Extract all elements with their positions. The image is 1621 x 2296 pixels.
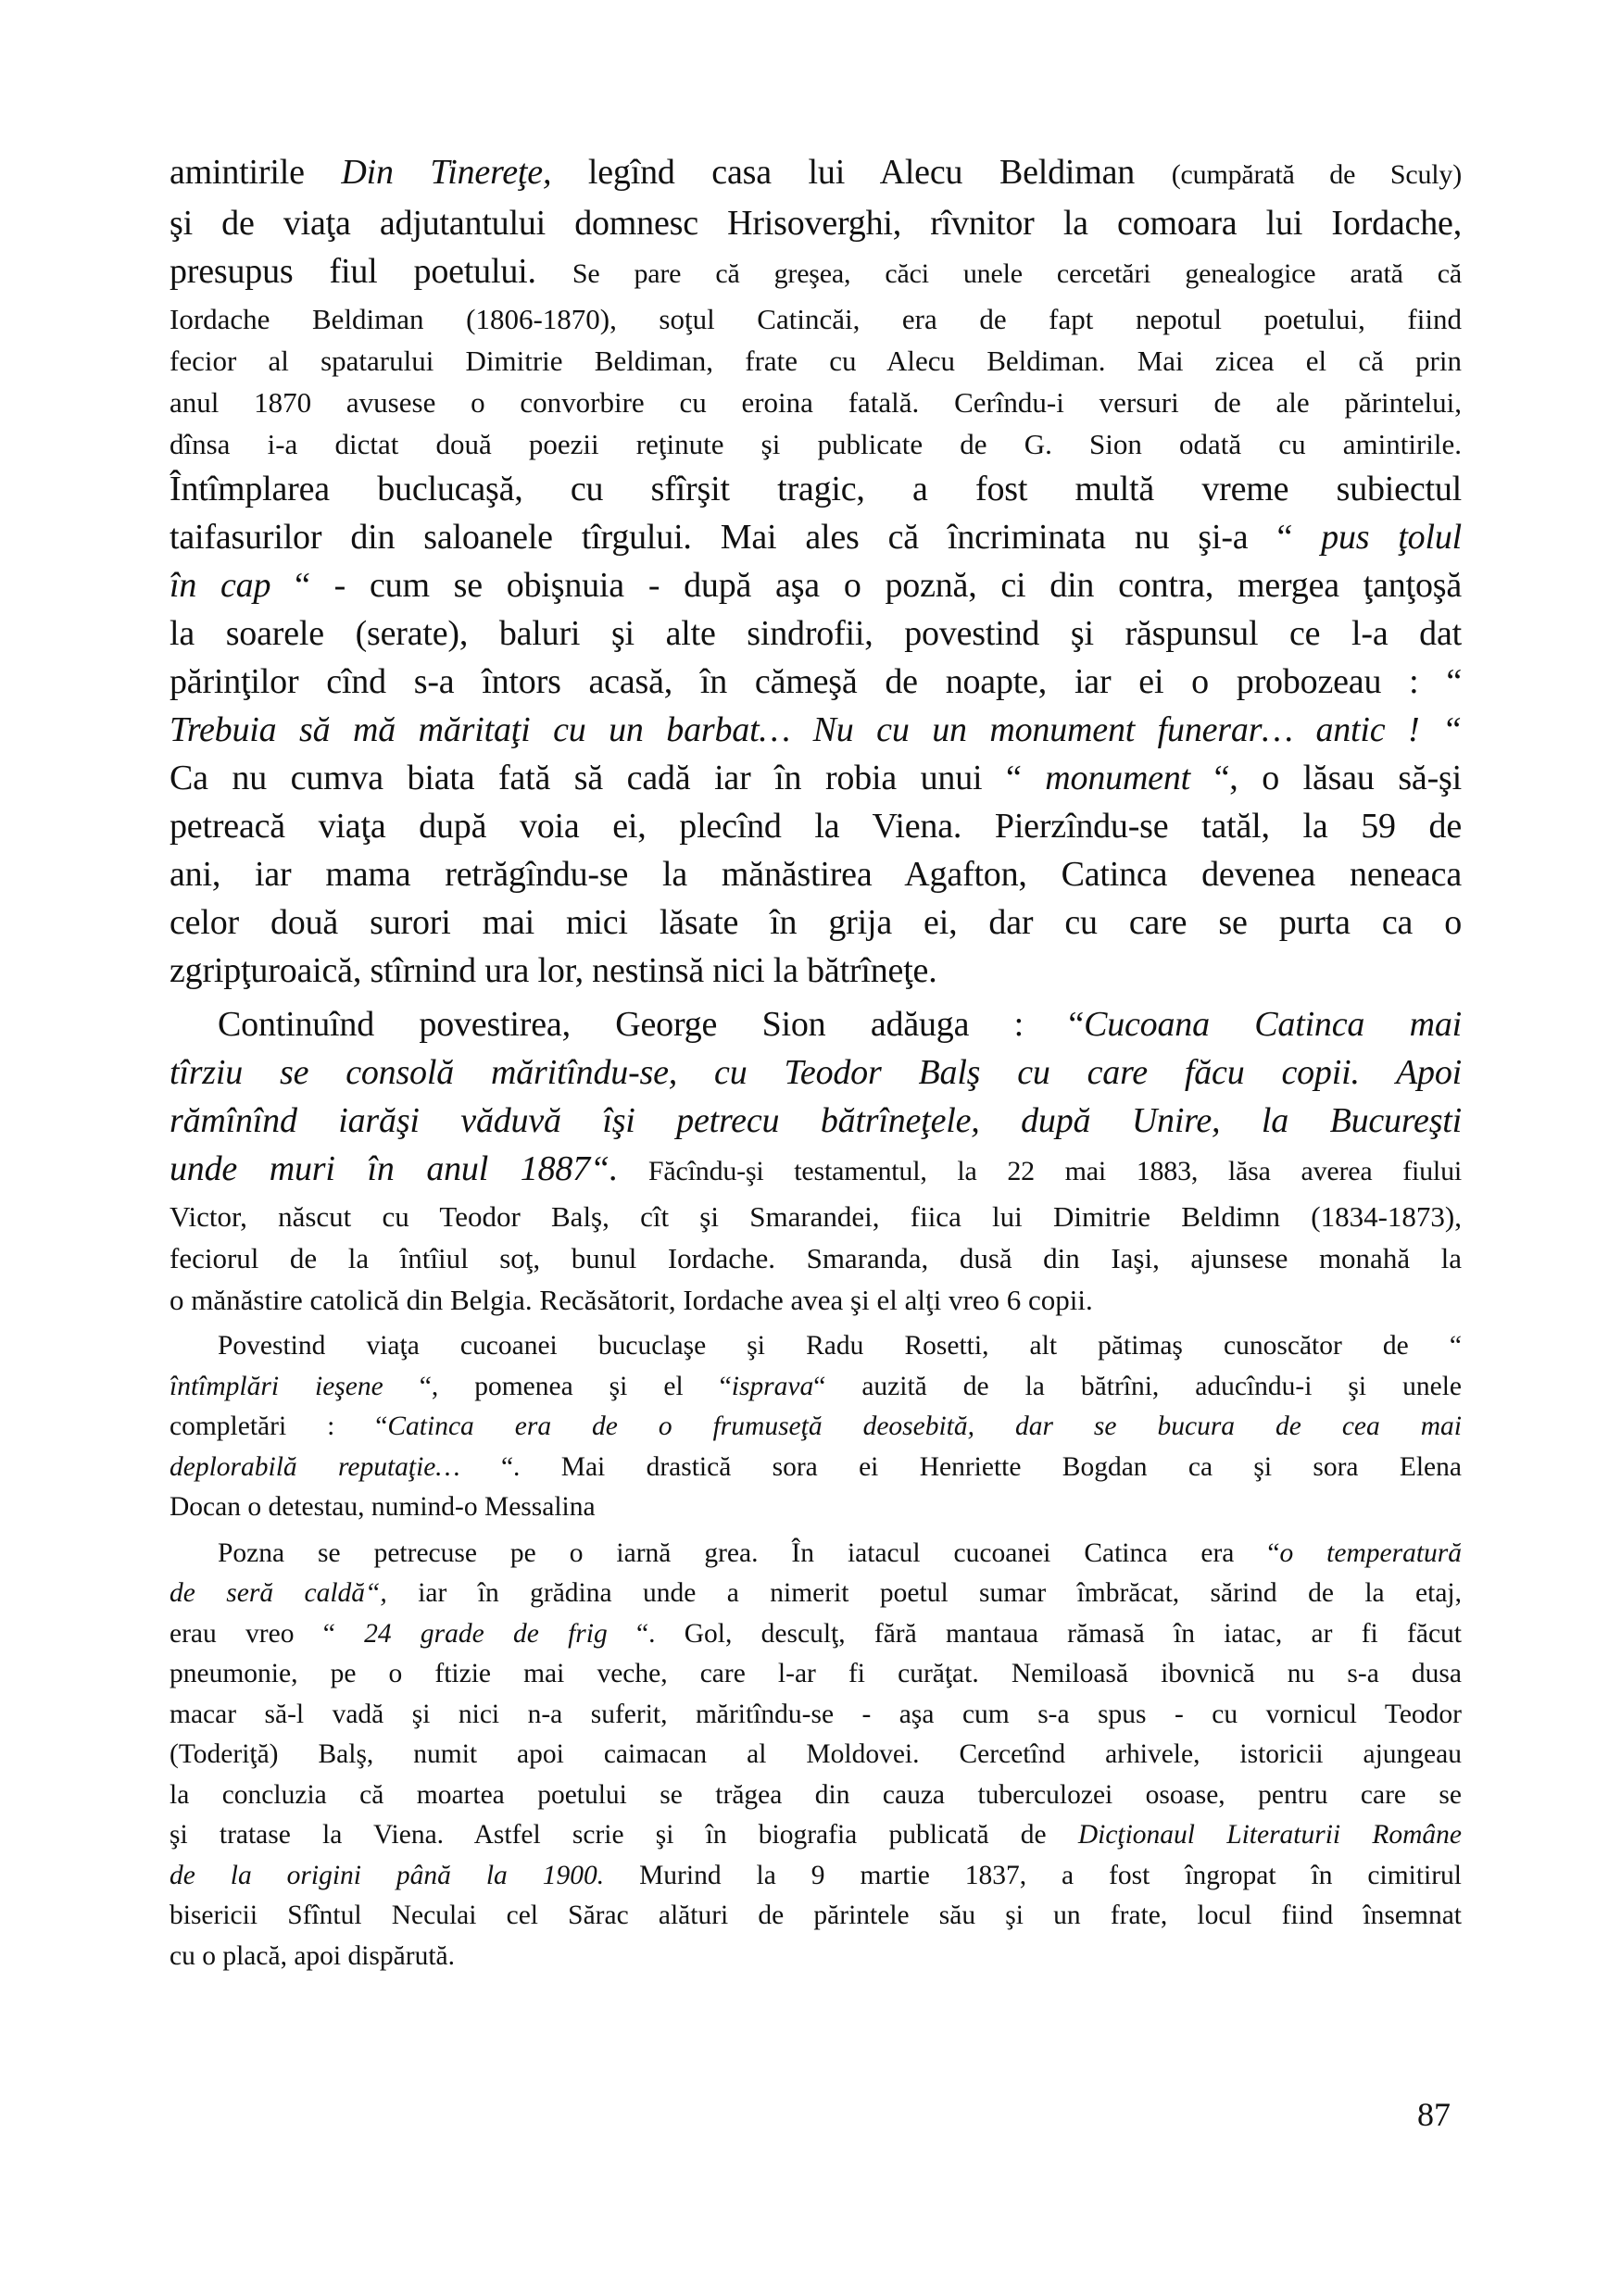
- italic-text: 24 grade de frig: [364, 1618, 608, 1649]
- text-run: Docan o detestau, numind-o Messalina: [170, 1492, 596, 1522]
- text-line: [170, 1695, 1462, 1736]
- italic-text: de la origini până la 1900.: [170, 1860, 605, 1890]
- text-run: taifasurilor din saloanele tîrgului. Mai ales că încriminata nu şi-a “: [170, 518, 1322, 557]
- text-line: [170, 513, 1462, 561]
- text-run: legînd casa lui Alecu Beldiman: [551, 153, 1172, 192]
- text-run: “, pomenea şi el “: [383, 1371, 732, 1401]
- italic-text: întîmplări ieşene: [170, 1371, 383, 1401]
- text-line: [170, 148, 1462, 199]
- italic-text: o temperatură: [1279, 1537, 1463, 1568]
- text-run: fecior al spatarului Dimitrie Beldiman, frate cu Alecu Beldiman. Mai zicea el că prin: [170, 345, 1462, 377]
- text-line: [170, 561, 1462, 609]
- italic-text: de seră caldă“,: [170, 1578, 387, 1608]
- italic-text: tîrziu se consolă măritîndu-se, cu Teodor Balş cu care făcu copii. Apoi: [170, 1053, 1462, 1092]
- text-run: “. Mai drastică sora ei Henriette Bogdan ca şi sora Elena: [459, 1451, 1462, 1482]
- text-run: (Toderiţă) Balş, numit apoi caimacan al Moldovei. Cercetînd arhivele, istoricii ajungeau: [170, 1739, 1462, 1769]
- text-run: “ - cum se obişnuia - după aşa o poznă, ci din contra, mergea ţanţoşă: [270, 566, 1463, 605]
- text-line: [170, 298, 1462, 340]
- text-run: şi tratase la Viena. Astfel scrie şi în biografia publicată de: [170, 1820, 1078, 1850]
- text-run: la soarele (serate), baluri şi alte sindrofii, povestind şi răspunsul ce l-a dat: [170, 614, 1462, 653]
- text-line: [170, 1048, 1462, 1097]
- text-run: “ auzită de la bătrîni, aducîndu-i şi unele: [813, 1371, 1462, 1401]
- text-line: [170, 1534, 1462, 1575]
- text-line: [170, 1896, 1462, 1937]
- text-run: dînsa i-a dictat două poezii reţinute şi publicate de G. Sion odată cu amintirile.: [170, 428, 1462, 460]
- text-line: [170, 1574, 1462, 1614]
- text-line: [170, 1279, 1462, 1321]
- text-line: [170, 465, 1462, 513]
- text-run: amintirile: [170, 153, 342, 192]
- paragraph-radu-rosetti: [170, 1326, 1462, 1528]
- text-run: completări : “: [170, 1411, 388, 1441]
- text-line: [170, 1326, 1462, 1367]
- text-line: [170, 1145, 1462, 1196]
- book-page-body: [170, 148, 1462, 1976]
- italic-text: Cucoana Catinca mai: [1084, 1005, 1462, 1044]
- text-run: Continuînd povestirea, George Sion adăuga : “: [218, 1005, 1085, 1044]
- text-line: [170, 1000, 1462, 1048]
- text-line: [170, 1815, 1462, 1856]
- text-run: cu o placă, apoi dispărută.: [170, 1940, 455, 1971]
- italic-text: isprava: [731, 1371, 814, 1401]
- italic-text: monument: [1045, 759, 1191, 797]
- text-run: celor două surori mai mici lăsate în grija ei, dar cu care se purta ca o: [170, 903, 1462, 942]
- text-run: la concluzia că moartea poetului se trăgea din cauza tuberculozei osoase, pentru care se: [170, 1779, 1462, 1810]
- paragraph-catinca-story: [170, 148, 1462, 995]
- paragraph-george-sion: [170, 1000, 1462, 1321]
- text-run: Făcîndu-şi testamentul, la 22 mai 1883, lăsa averea fiului: [618, 1156, 1463, 1186]
- text-line: [170, 1856, 1462, 1897]
- text-line: [170, 1237, 1462, 1279]
- italic-text: rămînînd iarăşi văduvă îşi petrecu bătrîneţele, după Unire, la Bucureşti: [170, 1101, 1462, 1140]
- text-run: macar să-l vadă şi nici n-a suferit, măritîndu-se - aşa cum s-a spus - cu vornicul Teodor: [170, 1699, 1462, 1729]
- text-run: anul 1870 avusese o convorbire cu eroina fatală. Cerîndu-i versuri de ale părintelui,: [170, 386, 1462, 419]
- paragraph-pozna-winter: [170, 1534, 1462, 1977]
- text-line: [170, 423, 1462, 465]
- text-line: [170, 850, 1462, 898]
- text-line: [170, 1487, 1462, 1528]
- text-line: [170, 1196, 1462, 1237]
- text-line: [170, 247, 1462, 298]
- text-line: [170, 1407, 1462, 1448]
- italic-text: pus ţolul: [1321, 518, 1463, 557]
- text-run: Pozna se petrecuse pe o iarnă grea. În iatacul cucoanei Catinca era “: [218, 1537, 1280, 1568]
- text-run: “. Gol, desculţ, fără mantaua rămasă în iatac, ar fi făcut: [607, 1618, 1462, 1649]
- italic-text: Dicţionaul Literaturii Române: [1077, 1820, 1462, 1850]
- text-run: Ca nu cumva biata fată să cadă iar în robia unui “: [170, 759, 1046, 797]
- text-run: presupus fiul poetului.: [170, 252, 572, 291]
- text-line: [170, 1937, 1462, 1977]
- text-line: [170, 1097, 1462, 1145]
- text-line: [170, 1448, 1462, 1488]
- text-line: [170, 1735, 1462, 1775]
- text-run: Iordache Beldiman (1806-1870), soţul Catincăi, era de fapt nepotul poetului, fiind: [170, 303, 1462, 335]
- text-run: petreacă viaţa după voia ei, plecînd la Viena. Pierzîndu-se tatăl, la 59 de: [170, 807, 1462, 846]
- text-line: [170, 1614, 1462, 1655]
- text-line: [170, 609, 1462, 658]
- italic-text: Trebuia să mă măritaţi cu un barbat… Nu cu un monument funerar… antic ! “: [170, 710, 1462, 749]
- text-line: [170, 802, 1462, 850]
- text-run: iar în grădina unde a nimerit poetul sumar îmbrăcat, sărind de la etaj,: [386, 1578, 1463, 1608]
- text-run: şi de viaţa adjutantului domnesc Hrisoverghi, rîvnitor la comoara lui Iordache,: [170, 204, 1462, 243]
- text-line: [170, 1367, 1462, 1408]
- text-line: [170, 340, 1462, 382]
- text-line: [170, 382, 1462, 423]
- text-run: bisericii Sfîntul Neculai cel Sărac alături de părintele său şi un frate, locul fiind însemnat: [170, 1901, 1462, 1930]
- text-run: pneumonie, pe o ftizie mai veche, care l-ar fi curăţat. Nemiloasă ibovnică nu s-a dusa: [170, 1659, 1462, 1688]
- page-number: 87: [1417, 2096, 1451, 2133]
- text-run: părinţilor cînd s-a întors acasă, în cămeşă de noapte, iar ei o probozeau : “: [170, 662, 1462, 701]
- text-run: Se pare că greşea, căci unele cercetări genealogice arată că: [572, 258, 1462, 289]
- text-line: [170, 1654, 1462, 1695]
- text-line: [170, 706, 1462, 754]
- text-line: [170, 658, 1462, 706]
- text-line: [170, 1775, 1462, 1816]
- text-run: erau vreo “: [170, 1618, 365, 1649]
- text-line: [170, 947, 1462, 995]
- text-line: [170, 199, 1462, 247]
- text-run: ani, iar mama retrăgîndu-se la mănăstirea Agafton, Catinca devenea neneaca: [170, 855, 1462, 894]
- italic-text: Catinca era de o frumuseţă deosebită, dar se bucura de cea mai: [387, 1411, 1462, 1441]
- text-run: Întîmplarea buclucaşă, cu sfîrşit tragic, a fost multă vreme subiectul: [170, 470, 1462, 508]
- text-run: Victor, născut cu Teodor Balş, cît şi Smarandei, fiica lui Dimitrie Beldimn (1834-1873),: [170, 1200, 1462, 1233]
- italic-text: în cap: [170, 566, 271, 605]
- text-run: “, o lăsau să-şi: [1190, 759, 1462, 797]
- text-run: Povestind viaţa cucoanei bucuclaşe şi Radu Rosetti, alt pătimaş cunoscător de “: [218, 1331, 1462, 1361]
- text-run: o mănăstire catolică din Belgia. Recăsătorit, Iordache avea şi el alţi vreo 6 copii.: [170, 1284, 1093, 1316]
- italic-text: deplorabilă reputaţie…: [170, 1451, 460, 1482]
- text-run: feciorul de la întîiul soţ, bunul Iordache. Smaranda, dusă din Iaşi, ajunsese monahă la: [170, 1242, 1462, 1274]
- text-run: Murind la 9 martie 1837, a fost îngropat în cimitirul: [604, 1860, 1462, 1890]
- italic-text: unde muri în anul 1887“.: [170, 1149, 619, 1188]
- text-run: zgripţuroaică, stîrnind ura lor, nestinsă nici la bătrîneţe.: [170, 951, 937, 990]
- text-line: [170, 898, 1462, 947]
- text-line: [170, 754, 1462, 802]
- text-run: (cumpărată de Sculy): [1171, 159, 1462, 190]
- italic-text: Din Tinereţe,: [341, 153, 552, 192]
